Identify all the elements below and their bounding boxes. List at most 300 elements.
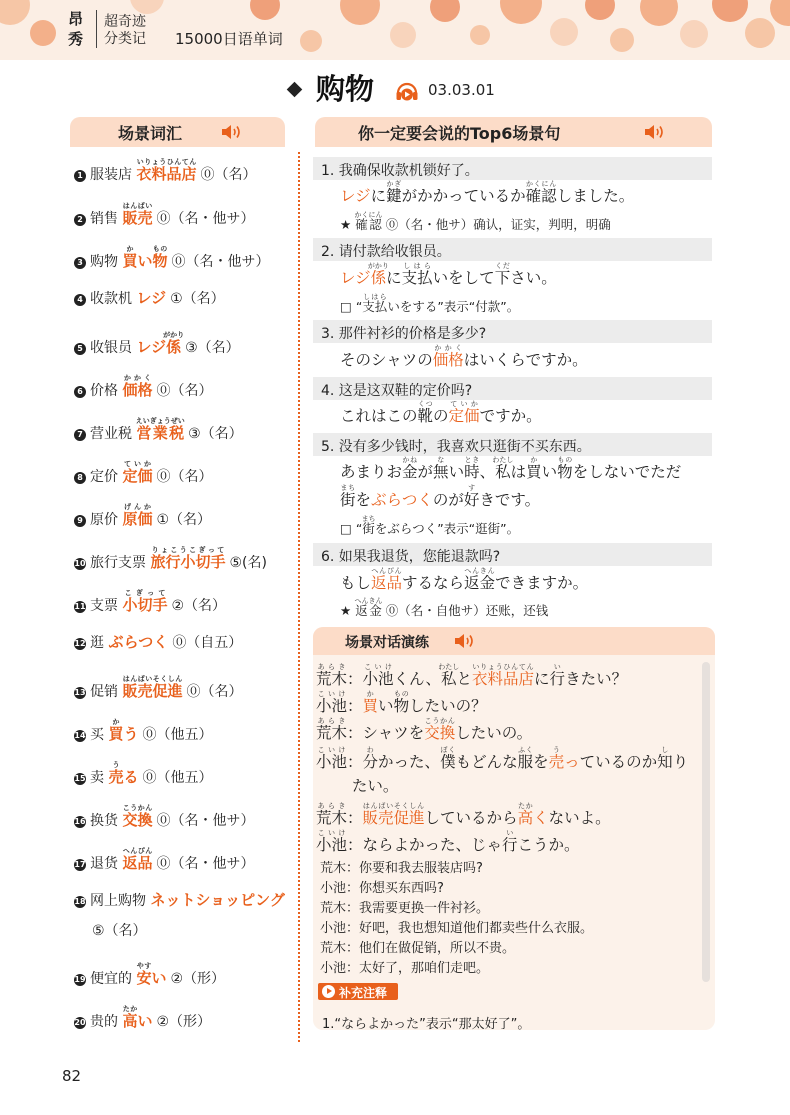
vocab-item xyxy=(74,288,225,309)
ruby-word xyxy=(340,484,356,509)
text-segment: い xyxy=(378,697,394,715)
text-segment: をしないでただ xyxy=(572,463,682,481)
vocab-japanese xyxy=(136,158,197,183)
furigana: か xyxy=(122,245,138,253)
ruby-base: 交換 xyxy=(122,811,153,829)
text-segment: 、 xyxy=(479,463,496,481)
ruby-word xyxy=(362,690,379,715)
ruby-word xyxy=(362,802,425,827)
vocab-item xyxy=(74,202,254,229)
ruby-word xyxy=(548,746,565,771)
furigana: こいけ xyxy=(316,829,347,837)
text-segment: ： xyxy=(347,670,363,688)
furigana: い xyxy=(502,829,518,837)
decorative-dot xyxy=(250,0,280,20)
text-segment: をぶらつく”表示“逛街”。 xyxy=(374,521,520,536)
vocab-chinese: 卖 xyxy=(90,770,109,786)
furigana: へんぴん xyxy=(122,847,153,855)
vocab-japanese xyxy=(122,675,183,700)
ruby-word xyxy=(492,456,514,481)
sentence-japanese xyxy=(340,180,634,207)
furigana: こいけ xyxy=(362,663,394,671)
ruby-word xyxy=(316,746,348,771)
furigana: はんばいそくしん xyxy=(122,675,183,683)
vocab-accent-pos: ⓪（名・他サ） xyxy=(156,211,255,227)
ruby-base: 私 xyxy=(492,463,514,481)
vocab-japanese xyxy=(108,718,139,743)
ruby-base: 小池 xyxy=(316,836,348,854)
text-segment: い xyxy=(448,463,465,481)
vocab-chinese: 逛 xyxy=(90,635,109,651)
ruby-base: 荒木 xyxy=(316,724,348,742)
ruby-word xyxy=(517,802,534,827)
ruby-base: 私 xyxy=(438,670,460,688)
text-segment: ⓪（名・自他サ）还账，还钱 xyxy=(381,603,549,618)
furigana: まち xyxy=(361,515,376,523)
ruby-word xyxy=(122,245,138,270)
furigana: くだ xyxy=(494,262,511,270)
sentence-japanese xyxy=(340,344,588,371)
ruby-base: 金 xyxy=(402,463,418,481)
text-segment: こうか。 xyxy=(517,836,580,854)
ruby-base: 旅行小切手 xyxy=(150,553,226,571)
vocab-chinese: 价格 xyxy=(90,383,123,399)
ruby-base: 買 xyxy=(108,725,124,743)
ruby-base: 鍵 xyxy=(386,187,402,205)
item-number: 11 xyxy=(74,602,86,611)
ruby-base: 返金 xyxy=(354,603,383,618)
furigana: がかり xyxy=(163,331,185,339)
furigana: もの xyxy=(152,245,168,253)
ruby-word xyxy=(464,456,480,481)
ruby-word xyxy=(438,663,460,688)
item-number: 6 xyxy=(74,386,86,398)
ruby-word xyxy=(393,690,410,715)
ruby-word xyxy=(424,717,456,742)
furigana: こいけ xyxy=(316,746,347,754)
ruby-word xyxy=(557,456,573,481)
ruby-word xyxy=(136,158,197,183)
star-icon: ★ xyxy=(340,603,352,618)
sentence-question xyxy=(313,157,712,180)
question-text: 6. 如果我退货，您能退款吗? xyxy=(321,549,501,565)
text-segment: ネットショッピング xyxy=(150,891,285,909)
ruby-base: 売 xyxy=(108,768,124,786)
item-number: 13 xyxy=(74,688,86,697)
dialogue-line xyxy=(316,663,627,690)
dialogue-scrollbar[interactable] xyxy=(702,662,710,982)
item-number: 7 xyxy=(74,429,86,441)
text-segment: ですか。 xyxy=(479,407,542,425)
dialogue-line xyxy=(316,690,487,717)
sentence-question xyxy=(313,543,712,566)
ruby-word xyxy=(122,847,153,872)
ruby-base: 買 xyxy=(526,463,542,481)
item-number: 8 xyxy=(74,472,86,484)
ruby-base: 衣料品店 xyxy=(472,670,535,688)
speaker-icon[interactable] xyxy=(453,632,475,650)
text-segment: あまりお xyxy=(340,463,403,481)
text-segment: ているのか xyxy=(579,753,658,771)
decorative-dot xyxy=(30,20,56,46)
vocab-accent-pos: ①（名） xyxy=(170,291,225,307)
furigana: かかく xyxy=(122,374,153,382)
sentence-note xyxy=(340,211,611,234)
vocab-japanese xyxy=(150,546,226,571)
ruby-base: 返品 xyxy=(122,854,153,872)
vocab-item xyxy=(74,374,212,401)
furigana: へんぴん xyxy=(371,567,403,575)
furigana: あらき xyxy=(316,663,347,671)
ruby-base: 衣料品店 xyxy=(136,165,197,183)
text-segment: を xyxy=(355,491,372,509)
sentence-japanese xyxy=(340,456,681,483)
ruby-base: 行 xyxy=(549,670,566,688)
decorative-dot xyxy=(680,20,708,48)
sentence-question xyxy=(313,377,712,400)
ruby-base: 分 xyxy=(362,753,379,771)
furigana: ぼく xyxy=(440,746,456,754)
text-segment: しているから xyxy=(424,809,518,827)
vocab-accent-pos: ③（名） xyxy=(185,340,240,356)
ruby-word xyxy=(316,829,348,854)
ruby-base: 小池 xyxy=(316,753,348,771)
ruby-word xyxy=(549,663,566,688)
ruby-base: 買 xyxy=(122,252,138,270)
ruby-word xyxy=(371,567,403,592)
ruby-word xyxy=(517,746,534,771)
furigana: こいけ xyxy=(316,690,347,698)
column-divider xyxy=(298,152,300,1042)
item-number: 2 xyxy=(74,214,86,226)
text-segment: そのシャツの xyxy=(340,351,433,369)
vocab-accent-pos: ⓪（名） xyxy=(156,383,213,399)
ruby-base: 時 xyxy=(464,463,480,481)
text-segment: きです。 xyxy=(479,491,541,509)
furigana: わたし xyxy=(492,456,514,464)
furigana: しはら xyxy=(362,293,388,301)
vocab-chinese: 支票 xyxy=(90,598,123,614)
ruby-word xyxy=(122,202,153,227)
dialogue-line xyxy=(316,775,398,797)
furigana: もの xyxy=(557,456,573,464)
ruby-word xyxy=(122,675,183,700)
text-segment: もし xyxy=(340,574,372,592)
ruby-base: 小切手 xyxy=(122,596,168,614)
text-segment: レジ xyxy=(136,338,167,356)
text-segment: これはこの xyxy=(340,407,418,425)
ruby-word xyxy=(367,262,389,287)
question-text: 5. 没有多少钱时，我喜欢只逛街不买东西。 xyxy=(321,439,591,455)
text-segment: ⓪（名・他サ）确认，证实，判明，明确 xyxy=(381,217,611,232)
text-segment: い xyxy=(151,969,167,987)
furigana: わたし xyxy=(438,663,460,671)
text-segment: の xyxy=(433,407,449,425)
speaker-icon[interactable] xyxy=(643,123,665,141)
ruby-word xyxy=(401,262,433,287)
decorative-dot xyxy=(0,0,30,25)
vocab-section-header xyxy=(70,117,285,147)
vocab-japanese xyxy=(150,891,284,909)
ruby-base: 支払 xyxy=(401,269,433,287)
dialogue-section-title: 场景对话演练 xyxy=(345,635,429,651)
vocab-item xyxy=(74,546,267,573)
vocab-japanese xyxy=(108,761,139,786)
vocab-chinese: 贵的 xyxy=(90,1014,123,1030)
ruby-word xyxy=(417,400,434,425)
vocab-chinese: 服装店 xyxy=(90,167,137,183)
ruby-base: 荒木 xyxy=(316,809,348,827)
diamond-bullet-icon xyxy=(287,82,303,98)
vocab-accent-pos: ②（形） xyxy=(170,971,226,987)
text-segment: レジ xyxy=(340,269,371,287)
sentence-note xyxy=(340,597,548,620)
ruby-word xyxy=(440,746,456,771)
vocab-japanese xyxy=(122,374,153,399)
sentence-japanese xyxy=(340,400,542,427)
ruby-word xyxy=(316,663,348,688)
text-segment: さい。 xyxy=(510,269,557,287)
furigana: ふく xyxy=(517,746,534,754)
ruby-word xyxy=(316,717,348,742)
audio-track-code: 03.03.01 xyxy=(428,81,495,99)
item-number: 12 xyxy=(74,639,86,648)
decorative-dot xyxy=(130,0,164,14)
ruby-base: 定価 xyxy=(448,407,480,425)
text-segment: ： xyxy=(347,809,363,827)
text-segment: きたい？ xyxy=(565,670,628,688)
ruby-word xyxy=(122,804,153,829)
furigana: う xyxy=(108,761,124,769)
text-segment: “ xyxy=(355,521,363,536)
item-number: 20 xyxy=(74,1018,86,1027)
ruby-base: 街 xyxy=(340,491,356,509)
ruby-word xyxy=(136,962,152,987)
ruby-base: 買 xyxy=(362,697,379,715)
text-segment: “ xyxy=(355,299,363,314)
furigana: かぎ xyxy=(386,180,402,188)
ruby-word xyxy=(361,515,376,536)
text-segment: く xyxy=(533,809,549,827)
ruby-word xyxy=(122,589,168,614)
question-text: 3. 那件衬衫的价格是多少? xyxy=(321,326,487,342)
vocab-chinese: 营业税 xyxy=(90,426,137,442)
sentence-note xyxy=(340,515,519,538)
ruby-base: 確認 xyxy=(354,217,383,232)
dialogue-translation-line: 荒木：我需要更换一件衬衫。 xyxy=(320,901,490,916)
vocab-chinese: 原价 xyxy=(90,512,123,528)
ruby-base: 物 xyxy=(393,697,410,715)
supplement-badge xyxy=(318,983,398,1000)
vocab-item xyxy=(74,331,240,358)
furigana: ていか xyxy=(448,400,480,408)
vocab-section-title: 场景词汇 xyxy=(118,124,183,143)
vocab-accent-pos: ①（名） xyxy=(156,512,212,528)
furigana: う xyxy=(548,746,565,754)
furigana: はんばい xyxy=(122,202,153,210)
star-icon: ★ xyxy=(340,217,352,232)
ruby-base: 係 xyxy=(163,338,185,356)
decorative-dot xyxy=(390,22,416,48)
vocab-item xyxy=(74,890,285,941)
furigana: し xyxy=(657,746,673,754)
decorative-dot xyxy=(430,0,460,22)
furigana: わ xyxy=(362,746,379,754)
ruby-word xyxy=(526,456,542,481)
ruby-base: 売 xyxy=(548,753,565,771)
item-number: 1 xyxy=(74,170,86,182)
furigana: か xyxy=(526,456,542,464)
dialogue-translation-line: 荒木：他们在做促销，所以不贵。 xyxy=(320,941,516,956)
vocab-japanese xyxy=(135,417,185,442)
ruby-base: 係 xyxy=(367,269,389,287)
vocab-chinese: 买 xyxy=(90,727,109,743)
dialogue-translation-line: 荒木：你要和我去服装店吗? xyxy=(320,861,483,876)
item-number: 19 xyxy=(74,975,86,984)
text-segment: ：シャツを xyxy=(347,724,425,742)
speaker-icon[interactable] xyxy=(220,123,242,141)
text-segment: するなら xyxy=(402,574,465,592)
vocab-chinese: 换货 xyxy=(90,813,123,829)
vocab-japanese xyxy=(136,962,167,987)
vocab-accent-pos: ⓪（他五） xyxy=(142,727,213,743)
dialogue-line xyxy=(316,746,688,773)
ruby-base: 僕 xyxy=(440,753,456,771)
furigana: はんばいそくしん xyxy=(362,802,425,810)
square-bullet-icon: □ xyxy=(340,521,352,536)
text-segment: い xyxy=(137,252,153,270)
text-segment: い xyxy=(541,463,558,481)
furigana: しはら xyxy=(401,262,433,270)
furigana: げんか xyxy=(122,503,153,511)
vocab-accent-pos: ②（形） xyxy=(156,1014,212,1030)
ruby-word xyxy=(433,456,449,481)
ruby-word xyxy=(472,663,535,688)
dialogue-line xyxy=(316,802,611,829)
vocab-item xyxy=(74,962,225,989)
top6-section-title: 你一定要会说的Top6场景句 xyxy=(358,124,561,143)
ruby-word xyxy=(150,546,226,571)
brand-line: 秀 xyxy=(68,30,84,48)
item-number: 9 xyxy=(74,515,86,527)
ruby-word xyxy=(402,456,418,481)
vocab-accent-pos: ⓪（自五） xyxy=(172,635,243,651)
furigana: あらき xyxy=(316,802,347,810)
ruby-word xyxy=(122,460,153,485)
vocab-chinese: 旅行支票 xyxy=(90,555,151,571)
ruby-base: 交換 xyxy=(424,724,456,742)
ruby-word xyxy=(354,597,383,618)
vocab-chinese: 网上购物 xyxy=(90,893,151,909)
book-title: 15000日语单词 xyxy=(175,30,283,48)
ruby-word xyxy=(362,293,388,314)
vocab-item xyxy=(74,718,212,745)
vocab-japanese xyxy=(122,589,168,614)
text-segment: っ xyxy=(564,753,580,771)
text-segment: に xyxy=(534,670,550,688)
vocab-japanese xyxy=(108,633,168,651)
dialogue-translation-line: 小池：好吧，我也想知道他们都卖些什么衣服。 xyxy=(320,921,594,936)
sentence-question xyxy=(313,238,712,261)
decorative-dot xyxy=(640,0,678,26)
item-number: 15 xyxy=(74,774,86,783)
furigana: か xyxy=(362,690,379,698)
vocab-chinese: 收款机 xyxy=(90,291,137,307)
vocab-japanese xyxy=(122,1005,153,1030)
text-segment: いをする”表示“付款”。 xyxy=(387,299,520,314)
text-segment: たい。 xyxy=(316,777,399,795)
vocab-japanese xyxy=(136,331,185,356)
furigana: いりょうひんてん xyxy=(136,158,197,166)
dialogue-line xyxy=(316,829,580,856)
page-number: 82 xyxy=(62,1067,82,1085)
ruby-word xyxy=(122,374,153,399)
vocab-japanese xyxy=(122,202,153,227)
furigana: ていか xyxy=(122,460,153,468)
ruby-base: 高 xyxy=(122,1012,138,1030)
text-segment: はいくらですか。 xyxy=(463,351,588,369)
vocab-accent-pos: ⓪（名・他サ） xyxy=(156,856,255,872)
ruby-word xyxy=(386,180,402,205)
top6-section-header xyxy=(315,117,712,147)
furigana: へんきん xyxy=(354,597,383,605)
sentence-japanese xyxy=(340,484,540,511)
ruby-word xyxy=(135,417,185,442)
square-bullet-icon: □ xyxy=(340,299,352,314)
ruby-base: 価格 xyxy=(122,381,153,399)
vocab-japanese xyxy=(122,804,153,829)
dialogue-section-header xyxy=(313,627,715,655)
vocab-japanese xyxy=(122,847,153,872)
ruby-word xyxy=(657,746,673,771)
vocab-item xyxy=(74,417,243,444)
ruby-base: 営業税 xyxy=(135,424,185,442)
brand-logo xyxy=(60,6,96,52)
dialogue-translation-line: 小池：你想买东西吗? xyxy=(320,881,444,896)
text-segment: くん、 xyxy=(393,670,441,688)
ruby-base: 小池 xyxy=(316,697,348,715)
furigana: がかり xyxy=(367,262,389,270)
vocab-item xyxy=(74,589,226,616)
ruby-word xyxy=(494,262,511,287)
text-segment: ぶらつく xyxy=(108,633,169,651)
vocab-item xyxy=(74,632,242,653)
item-number: 18 xyxy=(74,897,86,906)
audio-play-icon[interactable] xyxy=(395,80,419,104)
item-number: 10 xyxy=(74,559,86,568)
ruby-base: 無 xyxy=(433,463,449,481)
vocab-chinese: 收银员 xyxy=(90,340,137,356)
supplement-label: 补充注释 xyxy=(339,986,388,1000)
brand-line: 昂 xyxy=(68,10,84,28)
text-segment: ないよ。 xyxy=(548,809,611,827)
ruby-base: 街 xyxy=(361,521,376,536)
ruby-word xyxy=(362,663,394,688)
ruby-base: 確認 xyxy=(525,187,557,205)
brand-divider xyxy=(96,10,97,48)
decorative-dot xyxy=(610,28,634,52)
vocab-japanese xyxy=(122,460,153,485)
vocab-accent-pos: ⑤(名) xyxy=(229,555,267,571)
furigana: かかく xyxy=(432,344,464,352)
ruby-word xyxy=(152,245,168,270)
furigana: かね xyxy=(402,456,418,464)
furigana: もの xyxy=(393,690,410,698)
decorative-dot xyxy=(300,30,322,52)
decorative-dot xyxy=(770,0,790,26)
dialogue-line xyxy=(316,717,532,744)
ruby-base: 下 xyxy=(494,269,511,287)
